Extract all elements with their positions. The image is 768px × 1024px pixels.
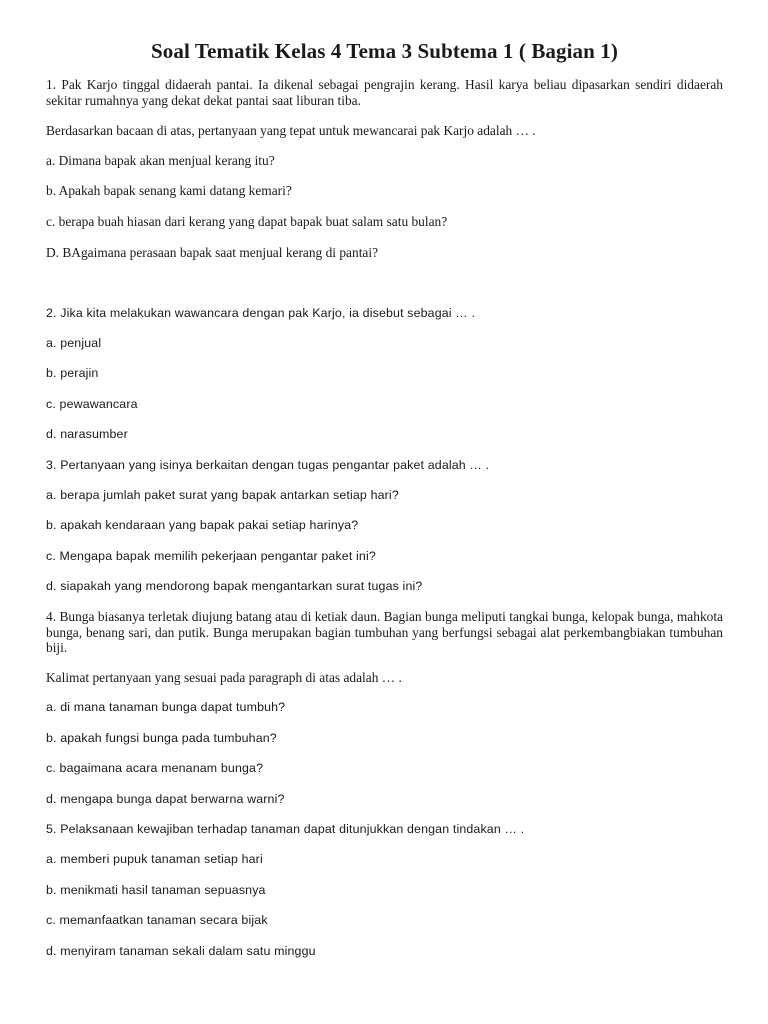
q5-option-a: a. memberi pupuk tanaman setiap hari: [46, 852, 263, 866]
q4-option-a: a. di mana tanaman bunga dapat tumbuh?: [46, 700, 286, 714]
q1-question: Berdasarkan bacaan di atas, pertanyaan yang tepat untuk mewancarai pak Karjo adalah … .: [46, 123, 536, 138]
q2-option-a: a. penjual: [46, 336, 102, 350]
q4-option-c: c. bagaimana acara menanam bunga?: [46, 761, 264, 775]
q3-option-b: b. apakah kendaraan yang bapak pakai setiap harinya?: [46, 518, 359, 532]
q4-option-b: b. apakah fungsi bunga pada tumbuhan?: [46, 731, 277, 745]
q4-question: Kalimat pertanyaan yang sesuai pada paragraph di atas adalah … .: [46, 670, 402, 685]
q2-option-b: b. perajin: [46, 366, 99, 380]
q3-option-a: a. berapa jumlah paket surat yang bapak antarkan setiap hari?: [46, 488, 399, 502]
q4-passage: 4. Bunga biasanya terletak diujung batang atau di ketiak daun. Bagian bunga meliputi tangkai bunga, kelopak bunga, mahkota bunga, benang sari, dan putik. Bunga merupakan bagian tumbuhan yang berfungsi sebagai alat perkembangbiakan tumbuhan biji.: [46, 609, 723, 655]
q3-option-c: c. Mengapa bapak memilih pekerjaan pengantar paket ini?: [46, 549, 376, 563]
q5-option-b: b. menikmati hasil tanaman sepuasnya: [46, 883, 266, 897]
q1-passage: 1. Pak Karjo tinggal didaerah pantai. Ia dikenal sebagai pengrajin kerang. Hasil karya beliau dipasarkan sendiri didaerah sekitar rumahnya yang dekat dekat pantai saat liburan tiba.: [46, 77, 723, 108]
q1-option-b: b. Apakah bapak senang kami datang kemari?: [46, 183, 292, 198]
q2-option-c: c. pewawancara: [46, 397, 138, 411]
document-title: Soal Tematik Kelas 4 Tema 3 Subtema 1 ( Bagian 1): [151, 39, 618, 63]
q1-option-d: D. BAgaimana perasaan bapak saat menjual kerang di pantai?: [46, 245, 379, 260]
q2-option-d: d. narasumber: [46, 427, 128, 441]
q1-option-a: a. Dimana bapak akan menjual kerang itu?: [46, 153, 275, 168]
q5-option-d: d. menyiram tanaman sekali dalam satu minggu: [46, 944, 316, 958]
q3-option-d: d. siapakah yang mendorong bapak mengantarkan surat tugas ini?: [46, 579, 423, 593]
q5-option-c: c. memanfaatkan tanaman secara bijak: [46, 913, 268, 927]
q5-question: 5. Pelaksanaan kewajiban terhadap tanaman dapat ditunjukkan dengan tindakan … .: [46, 822, 525, 836]
q1-option-c: c. berapa buah hiasan dari kerang yang dapat bapak buat salam satu bulan?: [46, 214, 448, 229]
q2-question: 2. Jika kita melakukan wawancara dengan pak Karjo, ia disebut sebagai … .: [46, 306, 476, 320]
q3-question: 3. Pertanyaan yang isinya berkaitan dengan tugas pengantar paket adalah … .: [46, 458, 490, 472]
q4-option-d: d. mengapa bunga dapat berwarna warni?: [46, 792, 285, 806]
